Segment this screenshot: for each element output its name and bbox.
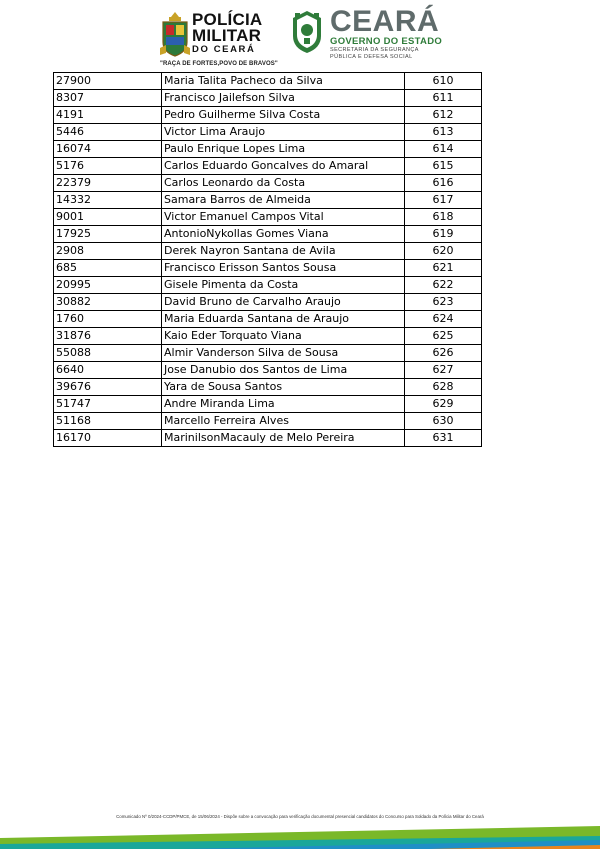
footer-color-bar <box>0 820 600 849</box>
table-row <box>54 73 482 90</box>
candidate-id-cell: 2908 <box>54 243 162 260</box>
candidate-position-cell: 623 <box>405 294 482 311</box>
candidate-name-cell: MarinilsonMacauly de Melo Pereira <box>162 430 405 447</box>
candidate-position-cell: 624 <box>405 311 482 328</box>
candidate-position-cell: 629 <box>405 396 482 413</box>
table-row <box>54 158 482 175</box>
table-row <box>54 430 482 447</box>
candidate-position-cell: 619 <box>405 226 482 243</box>
candidate-id-cell: 5176 <box>54 158 162 175</box>
table-row <box>54 243 482 260</box>
candidate-id-cell: 55088 <box>54 345 162 362</box>
ceara-title: CEARÁ <box>330 5 440 38</box>
candidate-position-cell: 620 <box>405 243 482 260</box>
table-row <box>54 260 482 277</box>
candidate-id-cell: 14332 <box>54 192 162 209</box>
pmce-title-line3: DO CEARÁ <box>192 44 256 55</box>
table-row <box>54 396 482 413</box>
table-row <box>54 209 482 226</box>
candidate-position-cell: 618 <box>405 209 482 226</box>
candidate-name-cell: Marcello Ferreira Alves <box>162 413 405 430</box>
candidate-position-cell: 621 <box>405 260 482 277</box>
candidate-name-cell: Andre Miranda Lima <box>162 396 405 413</box>
candidate-position-cell: 614 <box>405 141 482 158</box>
candidate-id-cell: 1760 <box>54 311 162 328</box>
pmce-wordmark <box>192 12 262 55</box>
ceara-state-crest-icon <box>290 10 324 54</box>
candidate-id-cell: 9001 <box>54 209 162 226</box>
candidate-name-cell: Almir Vanderson Silva de Sousa <box>162 345 405 362</box>
candidate-name-cell: Carlos Eduardo Goncalves do Amaral <box>162 158 405 175</box>
pmce-title-line1: POLÍCIA <box>192 10 263 29</box>
candidate-id-cell: 39676 <box>54 379 162 396</box>
ceara-wordmark <box>330 5 443 61</box>
candidate-position-cell: 610 <box>405 73 482 90</box>
candidate-position-cell: 631 <box>405 430 482 447</box>
ceara-secretariat-line2: PÚBLICA E DEFESA SOCIAL <box>330 54 413 60</box>
candidate-name-cell: Victor Emanuel Campos Vital <box>162 209 405 226</box>
candidate-name-cell: Paulo Enrique Lopes Lima <box>162 141 405 158</box>
table-row <box>54 311 482 328</box>
pmce-motto: "RAÇA DE FORTES,POVO DE BRAVOS" <box>160 61 278 67</box>
candidate-name-cell: Victor Lima Araujo <box>162 124 405 141</box>
footer-note: Comunicado Nº 0/2024-CCDP/PMCE, de 15/06/2024 - Dispõe sobre a convocação para verificação documental presencial candidatos do Concurso para Soldado da Polícia Militar do Ceará <box>116 814 484 819</box>
candidate-name-cell: Pedro Guilherme Silva Costa <box>162 107 405 124</box>
candidate-id-cell: 20995 <box>54 277 162 294</box>
table-row <box>54 175 482 192</box>
table-row <box>54 413 482 430</box>
table-row <box>54 362 482 379</box>
table-row <box>54 294 482 311</box>
candidate-position-cell: 630 <box>405 413 482 430</box>
pmce-crest-icon <box>160 12 190 58</box>
candidate-name-cell: Jose Danubio dos Santos de Lima <box>162 362 405 379</box>
table-row <box>54 107 482 124</box>
candidate-position-cell: 615 <box>405 158 482 175</box>
candidate-name-cell: Samara Barros de Almeida <box>162 192 405 209</box>
candidate-id-cell: 51747 <box>54 396 162 413</box>
candidate-position-cell: 628 <box>405 379 482 396</box>
candidate-position-cell: 616 <box>405 175 482 192</box>
table-row <box>54 192 482 209</box>
candidate-name-cell: Francisco Jailefson Silva <box>162 90 405 107</box>
candidate-position-cell: 612 <box>405 107 482 124</box>
candidate-id-cell: 685 <box>54 260 162 277</box>
candidate-id-cell: 51168 <box>54 413 162 430</box>
candidate-position-cell: 627 <box>405 362 482 379</box>
candidate-id-cell: 22379 <box>54 175 162 192</box>
candidate-position-cell: 626 <box>405 345 482 362</box>
candidate-name-cell: Kaio Eder Torquato Viana <box>162 328 405 345</box>
candidate-id-cell: 6640 <box>54 362 162 379</box>
candidate-id-cell: 27900 <box>54 73 162 90</box>
table-row <box>54 277 482 294</box>
candidate-position-cell: 611 <box>405 90 482 107</box>
candidate-table-body <box>54 73 482 447</box>
pmce-title-line2: MILITAR <box>192 26 262 45</box>
candidate-name-cell: David Bruno de Carvalho Araujo <box>162 294 405 311</box>
table-row <box>54 141 482 158</box>
candidate-name-cell: AntonioNykollas Gomes Viana <box>162 226 405 243</box>
ceara-secretariat-line1: SECRETARIA DA SEGURANÇA <box>330 47 419 53</box>
candidate-id-cell: 16074 <box>54 141 162 158</box>
candidate-position-cell: 622 <box>405 277 482 294</box>
candidate-id-cell: 8307 <box>54 90 162 107</box>
candidate-name-cell: Francisco Erisson Santos Sousa <box>162 260 405 277</box>
page-header <box>0 5 600 67</box>
candidate-name-cell: Gisele Pimenta da Costa <box>162 277 405 294</box>
candidate-name-cell: Maria Eduarda Santana de Araujo <box>162 311 405 328</box>
candidate-id-cell: 5446 <box>54 124 162 141</box>
candidate-position-cell: 617 <box>405 192 482 209</box>
candidate-name-cell: Yara de Sousa Santos <box>162 379 405 396</box>
table-row <box>54 226 482 243</box>
candidate-table <box>53 72 482 447</box>
table-row <box>54 124 482 141</box>
candidate-name-cell: Maria Talita Pacheco da Silva <box>162 73 405 90</box>
table-row <box>54 90 482 107</box>
candidate-id-cell: 30882 <box>54 294 162 311</box>
table-row <box>54 328 482 345</box>
candidate-position-cell: 625 <box>405 328 482 345</box>
table-row <box>54 345 482 362</box>
candidate-id-cell: 16170 <box>54 430 162 447</box>
candidate-name-cell: Derek Nayron Santana de Avila <box>162 243 405 260</box>
candidate-id-cell: 17925 <box>54 226 162 243</box>
candidate-position-cell: 613 <box>405 124 482 141</box>
ceara-subtitle: GOVERNO DO ESTADO <box>330 36 443 47</box>
table-row <box>54 379 482 396</box>
candidate-id-cell: 31876 <box>54 328 162 345</box>
candidate-id-cell: 4191 <box>54 107 162 124</box>
candidate-name-cell: Carlos Leonardo da Costa <box>162 175 405 192</box>
